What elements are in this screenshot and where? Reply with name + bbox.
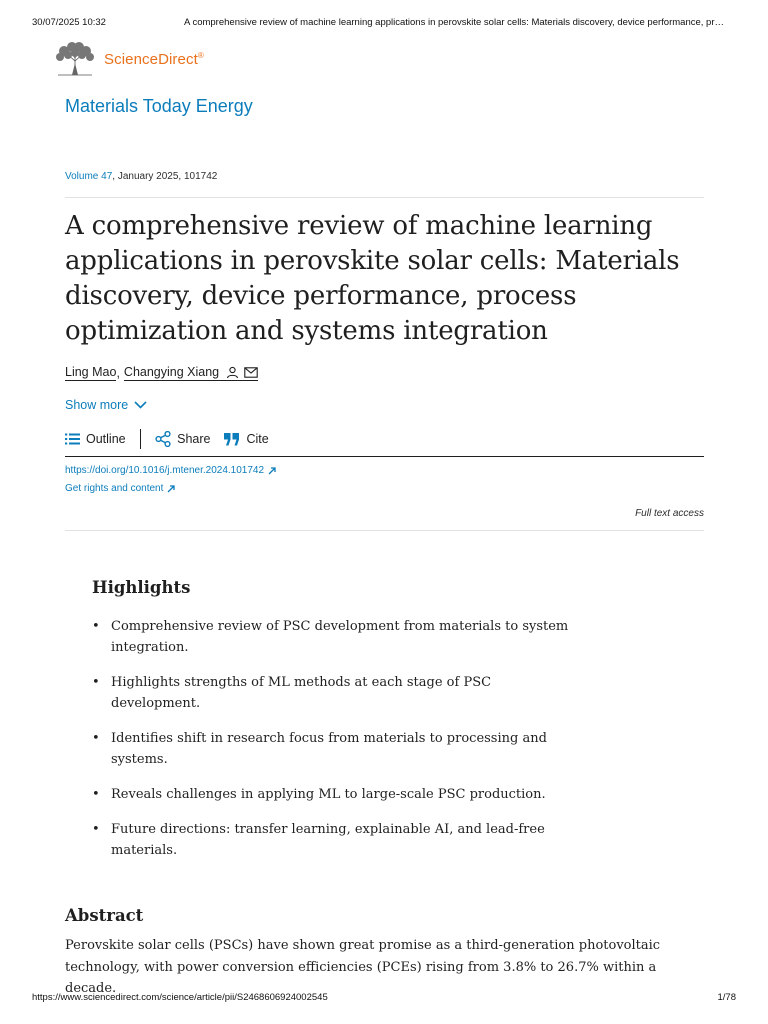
show-more-label: Show more [65, 398, 129, 412]
print-doc-title: A comprehensive review of machine learning applications in perovskite solar cells: Materials discovery, device performance, pr… [184, 17, 724, 28]
author-name: Changying Xiang [123, 365, 220, 379]
mail-icon [244, 367, 258, 378]
volume-details: , January 2025, 101742 [112, 171, 218, 182]
cite-label: Cite [246, 432, 269, 446]
highlight-text: Highlights strengths of ML methods at each stage of PSC development. [111, 675, 492, 711]
author-list [65, 365, 258, 381]
toolbar-separator [140, 429, 142, 449]
bullet-icon: • [92, 787, 100, 802]
divider [65, 197, 704, 198]
rights-text: Get rights and content [65, 483, 164, 494]
cite-button[interactable] [224, 432, 268, 446]
person-icon [226, 366, 239, 379]
author-link[interactable] [124, 365, 258, 381]
highlight-item [92, 784, 572, 805]
show-more-button[interactable] [65, 398, 147, 412]
article-title: A comprehensive review of machine learning applications in perovskite solar cells: Materials discovery, device performance, process optimization and systems integration [65, 211, 680, 346]
highlight-item [92, 819, 572, 861]
highlight-item [92, 728, 572, 770]
bullet-icon: • [92, 619, 100, 634]
outline-label: Outline [86, 432, 126, 446]
print-footer [32, 992, 736, 1006]
external-arrow-icon [167, 485, 175, 493]
abstract-text: Perovskite solar cells (PSCs) have shown great promise as a third-generation photovoltaic technology, with power conversion efficiencies (PCEs) rising from 3.8% to 26.7% within a decade. [65, 938, 661, 996]
highlight-item [92, 616, 572, 658]
highlights-heading: Highlights [92, 578, 191, 597]
print-page-number: 1/78 [717, 992, 736, 1003]
journal-title[interactable]: Materials Today Energy [65, 96, 253, 116]
highlights-list [92, 616, 572, 875]
share-label: Share [177, 432, 211, 446]
access-badge: Full text access [635, 508, 704, 519]
highlight-text: Comprehensive review of PSC development from materials to system integration. [111, 619, 569, 655]
bullet-icon: • [92, 731, 100, 746]
chevron-down-icon [134, 401, 147, 409]
brand-name: ScienceDirect® [104, 50, 204, 68]
highlight-text: Future directions: transfer learning, explainable AI, and lead-free materials. [111, 822, 545, 858]
elsevier-tree-logo [52, 41, 98, 77]
sciencedirect-brand[interactable] [52, 40, 204, 78]
print-header [32, 17, 736, 31]
share-button[interactable] [155, 431, 210, 447]
abstract-heading: Abstract [65, 906, 144, 925]
external-arrow-icon [268, 467, 276, 475]
bullet-icon: • [92, 822, 100, 837]
highlight-text: Reveals challenges in applying ML to large-scale PSC production. [111, 787, 546, 802]
brand-mark: ® [197, 50, 204, 60]
print-date: 30/07/2025 10:32 [32, 17, 106, 28]
outline-button[interactable] [65, 432, 126, 446]
doi-link[interactable] [65, 465, 276, 476]
volume-line [65, 171, 217, 182]
bullet-icon: • [92, 675, 100, 690]
rights-link[interactable] [65, 483, 175, 494]
toolbar-divider [65, 456, 704, 457]
author-separator: , [116, 366, 120, 380]
author-link[interactable]: Ling Mao [65, 365, 117, 379]
quote-icon [224, 433, 240, 446]
article-toolbar [65, 428, 269, 450]
highlight-item [92, 672, 572, 714]
doi-text: https://doi.org/10.1016/j.mtener.2024.101742 [65, 465, 265, 476]
outline-list-icon [65, 433, 80, 445]
divider [65, 530, 704, 531]
volume-link[interactable]: Volume 47 [65, 171, 113, 182]
share-icon [155, 431, 171, 447]
print-url: https://www.sciencedirect.com/science/article/pii/S2468606924002545 [32, 992, 328, 1003]
highlight-text: Identifies shift in research focus from materials to processing and systems. [111, 731, 547, 767]
